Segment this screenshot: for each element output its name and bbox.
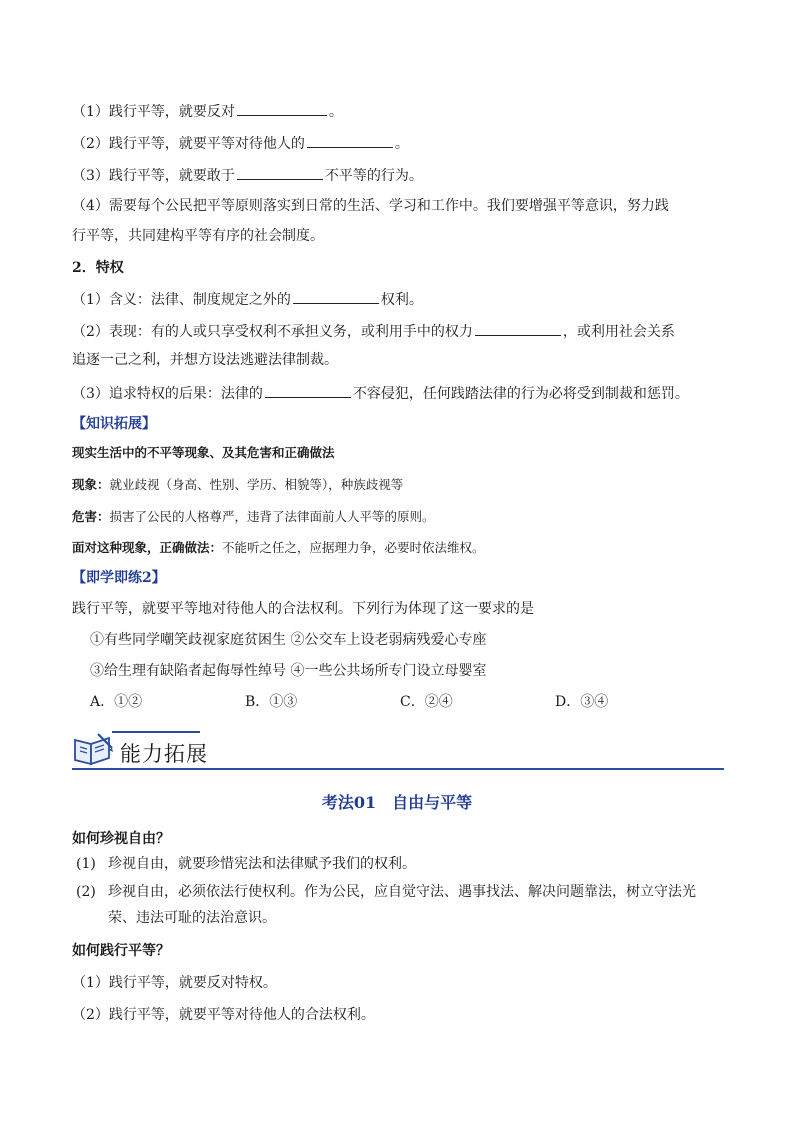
blank-field[interactable]: [237, 164, 323, 180]
value: 不能听之任之，应据理力争，必要时依法维权。: [222, 540, 485, 555]
line-text: （3）践行平等，就要敢于: [72, 168, 235, 184]
paragraph-line: 行平等，共同建构平等有序的社会制度。: [72, 228, 324, 244]
option-a[interactable]: A．①②: [90, 694, 143, 710]
line-text: （2）表现：有的人或只享受权利不承担义务，或利用手中的权力: [72, 324, 473, 340]
book-icon: [72, 732, 114, 768]
knowledge-harm: [72, 507, 435, 527]
line-text: ，或利用社会关系: [562, 324, 675, 340]
question-heading: 如何珍视自由？: [72, 831, 170, 847]
blank-field[interactable]: [475, 320, 561, 336]
practice-heading: 【即学即练2】: [72, 570, 166, 586]
list-item: （1）践行平等，就要反对特权。: [72, 975, 277, 991]
item-text: 珍视自由，就要珍惜宪法和法律赋予我们的权利。: [108, 856, 416, 872]
section-heading: 2．特权: [72, 260, 124, 276]
label: 面对这种现象，正确做法：: [72, 540, 223, 555]
knowledge-method: [72, 538, 485, 558]
fill-line-5: [72, 320, 675, 342]
blank-field[interactable]: [265, 382, 351, 398]
section-title: 能力拓展: [120, 742, 208, 766]
item-number: (2): [76, 884, 96, 900]
practice-items: ③给生理有缺陷者起侮辱性绰号 ④一些公共场所专门设立母婴室: [90, 663, 487, 679]
line-text: 不容侵犯，任何践踏法律的行为必将受到制裁和惩罚。: [352, 386, 689, 402]
section-banner: [72, 728, 724, 772]
paragraph-line: 追逐一己之利，并想方设法逃避法律制裁。: [72, 352, 338, 368]
label: 危害：: [72, 509, 110, 524]
value: 就业歧视（身高、性别、学历、相貌等），种族歧视等: [109, 477, 404, 492]
line-text: 不平等的行为。: [324, 168, 423, 184]
banner-top-rule: [112, 731, 200, 733]
practice-items: ①有些同学嘲笑歧视家庭贫困生 ②公交车上设老弱病残爱心专座: [90, 632, 487, 648]
knowledge-heading: 【知识拓展】: [72, 416, 156, 432]
fill-line-1: [72, 100, 343, 122]
line-text: 权利。: [380, 292, 423, 308]
option-d[interactable]: D．③④: [555, 694, 609, 710]
blank-field[interactable]: [307, 132, 393, 148]
label: 现象：: [72, 477, 110, 492]
fill-line-4: [72, 288, 423, 310]
paragraph-line: （4）需要每个公民把平等原则落实到日常的生活、学习和工作中。我们要增强平等意识，努力践: [72, 198, 669, 214]
line-text: 。: [328, 104, 343, 120]
knowledge-title: 现实生活中的不平等现象、及其危害和正确做法: [72, 445, 335, 460]
line-text: （1）践行平等，就要反对: [72, 104, 235, 120]
value: 损害了公民的人格尊严，违背了法律面前人人平等的原则。: [109, 509, 435, 524]
banner-rule: [72, 768, 724, 770]
fill-line-3: [72, 164, 423, 186]
fill-line-6: [72, 382, 689, 404]
item-text-continued: 荣、违法可耻的法治意识。: [108, 910, 276, 926]
blank-field[interactable]: [237, 100, 327, 116]
line-text: （1）含义：法律、制度规定之外的: [72, 292, 291, 308]
line-text: （3）追求特权的后果：法律的: [72, 386, 263, 402]
list-item: （2）践行平等，就要平等对待他人的合法权利。: [72, 1007, 375, 1023]
method-title: 考法01 自由与平等: [321, 793, 473, 812]
item-text: 珍视自由，必须依法行使权利。作为公民，应自觉守法、遇事找法、解决问题靠法，树立守法光: [108, 884, 696, 900]
line-text: 。: [394, 136, 409, 152]
item-number: (1): [76, 856, 96, 872]
option-c[interactable]: C．②④: [400, 694, 453, 710]
option-b[interactable]: B．①③: [245, 694, 298, 710]
practice-question: 践行平等，就要平等地对待他人的合法权利。下列行为体现了这一要求的是: [72, 601, 534, 617]
line-text: （2）践行平等，就要平等对待他人的: [72, 136, 305, 152]
question-heading: 如何践行平等？: [72, 943, 170, 959]
blank-field[interactable]: [293, 288, 379, 304]
knowledge-phenomenon: [72, 475, 403, 495]
fill-line-2: [72, 132, 409, 154]
